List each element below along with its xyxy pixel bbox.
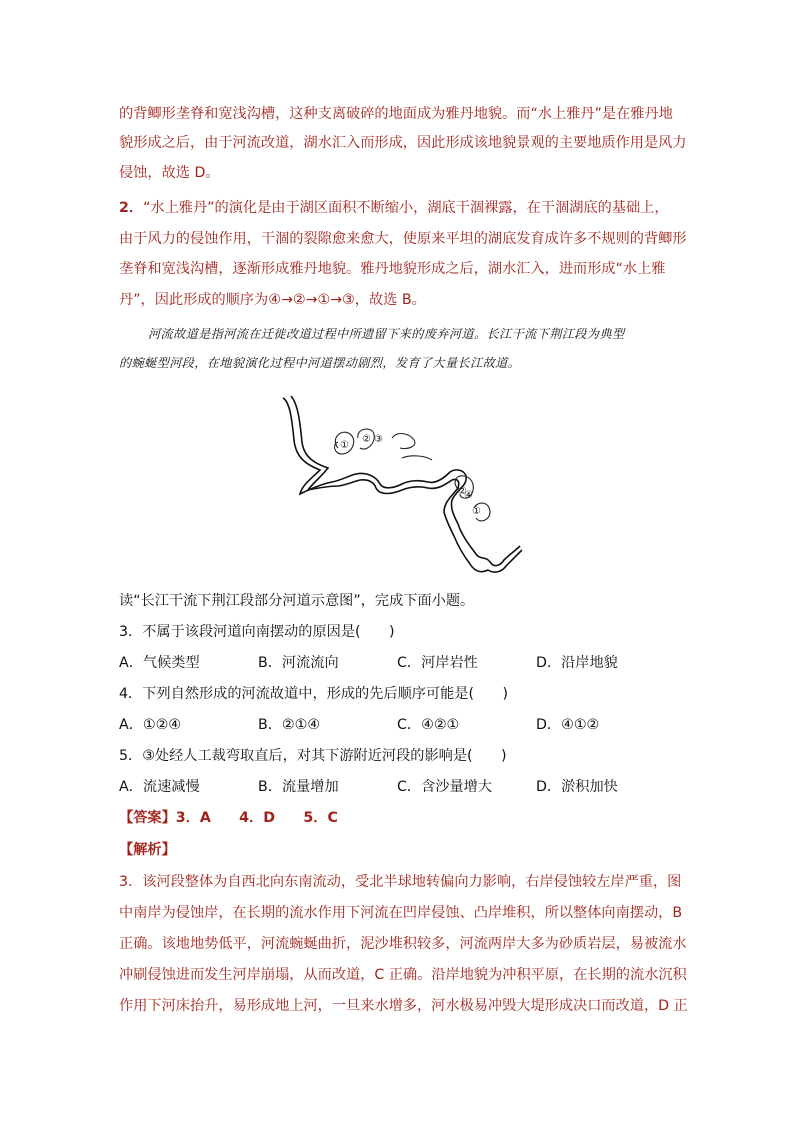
- top-text-line-3: 侵蚀，故选 D。: [119, 165, 220, 181]
- q2-explain-text-1: “水上雅丹”的演化是由于湖区面积不断缩小，湖底干涸裸露，在干涸湖底的基础上，: [143, 200, 669, 216]
- q4-stem: 4．下列自然形成的河流故道中，形成的先后顺序可能是( ): [119, 686, 508, 702]
- q2-number: 2．: [119, 200, 144, 216]
- q3-stem: 3．不属于该段河道向南摆动的原因是( ): [119, 624, 395, 640]
- oxbow-3: [392, 434, 415, 449]
- q5-option-a[interactable]: A．流速减慢: [119, 779, 200, 795]
- q2-explain-line-4: 丹”，因此形成的顺序为④→②→①→③，故选 B。: [119, 292, 426, 308]
- map-label-6: ④: [464, 490, 473, 501]
- q5-option-b[interactable]: B．流量增加: [258, 779, 339, 795]
- analysis-line-3: 正确。该地地势低平，河流蜿蜒曲折，泥沙堆积较多，河流两岸大多为砂质岩层，易被流水: [119, 936, 687, 952]
- q4-option-a[interactable]: A．①②④: [119, 717, 182, 733]
- map-label-2: ②: [362, 434, 371, 445]
- map-label-3: ③: [374, 434, 383, 445]
- answer-label: 【答案】: [119, 810, 176, 826]
- q2-explain-line-1: [119, 198, 669, 218]
- q4-option-d[interactable]: D．④①②: [536, 717, 600, 733]
- analysis-label: 【解析】: [119, 842, 176, 858]
- oxbow-4: [402, 456, 432, 460]
- q5-option-d[interactable]: D．淤积加快: [536, 779, 618, 795]
- analysis-line-4: 冲刷侵蚀进而发生河岸崩塌，从而改道，C 正确。沿岸地貌为冲积平原，在长期的流水沉积: [119, 967, 687, 983]
- q3-option-c[interactable]: C．河岸岩性: [397, 655, 478, 671]
- top-text-line-2: 貌形成之后，由于河流改道，湖水汇入而形成，因此形成该地貌景观的主要地质作用是风力: [119, 135, 687, 151]
- river-course-map: [280, 390, 540, 585]
- passage-line-2: 的蜿蜒型河段，在地貌演化过程中河道摆动剧烈，发育了大量长江故道。: [119, 356, 521, 370]
- read-prompt: 读“长江干流下荆江段部分河道示意图”，完成下面小题。: [119, 593, 475, 609]
- q3-option-b[interactable]: B．河流流向: [258, 655, 339, 671]
- q4-option-b[interactable]: B．②①④: [258, 717, 321, 733]
- q5-option-c[interactable]: C．含沙量增大: [397, 779, 493, 795]
- q3-option-a[interactable]: A．气候类型: [119, 655, 200, 671]
- answer-line: [119, 808, 338, 828]
- river-bank-north: [283, 398, 520, 566]
- answer-values: 3．A 4．D 5．C: [175, 810, 338, 826]
- analysis-line-5: 作用下河床抬升，易形成地上河，一旦来水增多，河水极易冲毁大堤形成决口而改道，D 正: [119, 998, 688, 1014]
- river-channel: [283, 396, 522, 572]
- q3-option-d[interactable]: D．沿岸地貌: [536, 655, 618, 671]
- map-label-4: ①: [472, 506, 481, 517]
- abandoned-channels: [335, 429, 490, 521]
- map-label-1: ①: [340, 440, 349, 451]
- analysis-line-1: 3．该河段整体为自西北向东南流动，受北半球地转偏向力影响，右岸侵蚀较左岸严重，图: [119, 874, 682, 890]
- q4-option-c[interactable]: C．④②①: [397, 717, 460, 733]
- top-text-line-1: 的背鲫形垄脊和宽浅沟槽，这种支离破碎的地面成为雅丹地貌。而“水上雅丹”是在雅丹地: [119, 106, 673, 122]
- q2-explain-line-2: 由于风力的侵蚀作用，干涸的裂隙愈来愈大，使原来平坦的湖底发育成许多不规则的背鲫形: [119, 231, 687, 247]
- analysis-line-2: 中南岸为侵蚀岸，在长期的流水作用下河流在凹岸侵蚀、凸岸堆积，所以整体向南摆动，B: [119, 905, 683, 921]
- passage-line-1: 河流故道是指河流在迁徙改道过程中所遗留下来的废弃河道。长江干流下荆江段为典型: [148, 327, 625, 341]
- q5-stem: 5．③处经人工裁弯取直后，对其下游附近河段的影响是( ): [119, 748, 507, 764]
- map-label-5: ②: [458, 486, 467, 497]
- q2-explain-line-3: 垄脊和宽浅沟槽，逐渐形成雅丹地貌。雅丹地貌形成之后，湖水汇入，进而形成“水上雅: [119, 261, 666, 277]
